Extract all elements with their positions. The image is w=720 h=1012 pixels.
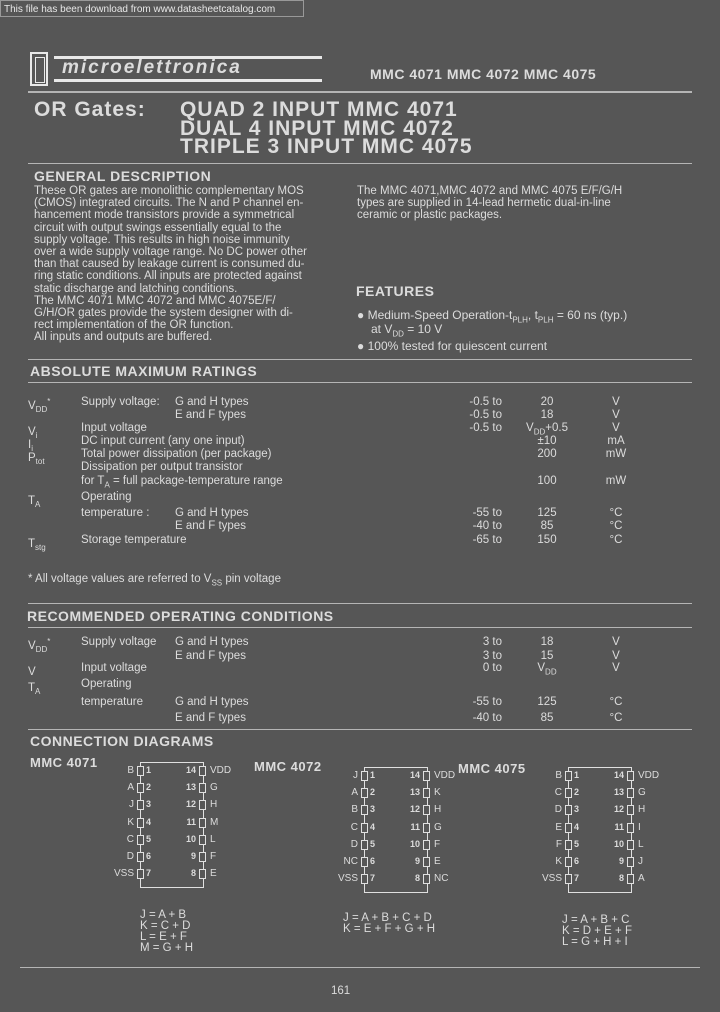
pin-label: L <box>210 833 216 845</box>
general-line: than that caused by leakage current is consumed du- <box>34 258 305 271</box>
row-min: 0 to <box>482 662 502 674</box>
ic-pin-right <box>199 869 206 879</box>
general-line: supply voltage. This results in high noise immunity <box>34 233 290 246</box>
pin-label: F <box>434 838 441 850</box>
brand-logo <box>30 50 322 88</box>
ic-pin-left <box>565 788 572 798</box>
feature-bullet-1: ● Medium-Speed Operation-$t_{PLH}$, $t_{PLH} = 60$ ns (typ.) <box>357 308 628 325</box>
row-min: -40 to <box>472 712 502 724</box>
pin-number: 3 <box>574 804 580 815</box>
row-condition: G and H types <box>175 396 249 408</box>
pin-number: 6 <box>370 856 376 866</box>
logic-equation: J = A + B + C + D <box>343 912 432 924</box>
pin-label: F <box>210 851 217 862</box>
pin-number: 10 <box>409 838 420 849</box>
param-tail: = full package-temperature range <box>109 475 283 487</box>
row-min: -0.5 to <box>469 396 502 408</box>
pin-label: H <box>210 799 218 811</box>
symbol-sub: A <box>35 500 41 510</box>
row-parameter <box>81 662 147 674</box>
max-sub: DD <box>545 667 557 677</box>
pin-label: K <box>434 787 441 799</box>
row-parameter <box>81 534 186 546</box>
param-text: Supply voltage <box>81 636 157 648</box>
ic-pin-right <box>627 874 634 884</box>
pin-number: 14 <box>185 765 196 775</box>
param-text: DC input current (any one input) <box>81 435 245 447</box>
general-line: static discharge and latching conditions. <box>34 282 238 295</box>
row-min: -40 to <box>472 520 502 532</box>
max-text: 125 <box>537 507 557 519</box>
pin-number: 11 <box>410 821 420 832</box>
row-parameter <box>81 636 156 648</box>
chip-name-4072: MMC 4072 <box>254 759 322 774</box>
pin-number: 10 <box>185 833 196 844</box>
ic-pin-left <box>137 800 144 810</box>
pin-number: 7 <box>370 873 376 884</box>
row-unit: mW <box>605 475 627 487</box>
row-symbol <box>28 491 40 511</box>
general-heading: GENERAL DESCRIPTION <box>34 168 212 184</box>
max-text: V <box>526 422 534 434</box>
title-line-2: DUAL 4 INPUT MMC 4072 <box>180 117 454 140</box>
row-min: 3 to <box>482 650 502 662</box>
row-max <box>520 636 574 648</box>
pin-number: 10 <box>613 838 624 849</box>
ic-pin-left <box>565 840 572 850</box>
source-banner: This file has been download from www.datasheetcatalog.com <box>0 0 304 17</box>
row-condition: E and F types <box>175 650 246 662</box>
pin-number: 5 <box>370 838 376 849</box>
row-condition: E and F types <box>175 712 246 724</box>
symbol-sub: DD <box>35 645 48 655</box>
ic-pin-left <box>565 805 572 815</box>
page-number: 161 <box>331 985 351 997</box>
pin-label: H <box>638 804 646 816</box>
conn-rule-top <box>28 729 692 730</box>
amr-heading: ABSOLUTE MAXIMUM RATINGS <box>30 363 258 379</box>
ic-pin-left <box>565 857 572 867</box>
param-text: Total power dissipation (per package) <box>81 448 272 460</box>
logic-equation: K = E + F + G + H <box>343 923 436 935</box>
symbol-sub: tot <box>35 457 45 467</box>
pin-number: 1 <box>370 770 376 780</box>
symbol-sub: DD <box>35 405 48 415</box>
pin-label: B <box>127 765 134 776</box>
pin-label: K <box>555 856 562 867</box>
row-unit: °C <box>609 520 623 532</box>
bullet-icon: ● <box>357 308 365 322</box>
roc-heading: RECOMMENDED OPERATING CONDITIONS <box>27 608 334 624</box>
general-line: hancement mode transistors provide a symmetrical <box>34 209 295 222</box>
max-text: 100 <box>537 475 557 487</box>
row-parameter <box>81 396 160 408</box>
pin-label: VSS <box>113 868 134 880</box>
row-parameter <box>81 461 243 473</box>
logic-equation: L = E + F <box>140 931 187 943</box>
title-line-1: QUAD 2 INPUT MMC 4071 <box>180 98 458 121</box>
logic-equation: J = A + B <box>140 909 187 921</box>
row-parameter <box>81 678 132 690</box>
pin-label: C <box>554 787 562 799</box>
pin-label: C <box>350 821 358 833</box>
row-unit: V <box>612 422 620 434</box>
ic-pin-right <box>627 788 634 798</box>
footer-rule <box>20 967 700 968</box>
conn-heading: CONNECTION DIAGRAMS <box>30 733 214 749</box>
pin-number: 2 <box>146 782 152 793</box>
ic-pin-left <box>137 818 144 828</box>
feature-bullet-1-line2: at $V_{DD} = 10$ V <box>371 322 443 339</box>
pin-label: NC <box>434 873 449 885</box>
general-line: circuit with output swings essentially equal to the <box>34 221 282 234</box>
amr-rule-top <box>28 359 692 360</box>
ic-pin-right <box>423 823 430 833</box>
logic-equation: K = D + E + F <box>562 925 632 937</box>
general-line: ring static conditions. All inputs are protected against <box>34 270 302 283</box>
row-unit: mW <box>605 448 627 460</box>
ic-pin-right <box>199 818 206 828</box>
row-condition: G and H types <box>175 507 249 519</box>
symbol-text: I <box>28 438 32 451</box>
pin-number: 2 <box>574 787 580 798</box>
pin-number: 6 <box>574 856 580 866</box>
pin-number: 3 <box>146 799 152 810</box>
max-tail: +0.5 <box>545 422 568 434</box>
header-models: MMC 4071 MMC 4072 MMC 4075 <box>370 66 597 82</box>
logo-mark-icon <box>30 52 48 86</box>
ic-pin-left <box>361 788 368 798</box>
title-prefix: OR Gates: <box>34 98 146 121</box>
pin-label: B <box>351 804 358 816</box>
symbol-text: V <box>28 639 36 652</box>
row-condition: G and H types <box>175 636 249 648</box>
symbol-text: T <box>28 681 36 694</box>
pin-label: G <box>638 787 646 799</box>
row-condition: E and F types <box>175 520 246 532</box>
ic-pin-right <box>199 800 206 810</box>
pin-label: VDD <box>210 765 232 776</box>
ic-pin-left <box>137 835 144 845</box>
ic-pin-left <box>361 823 368 833</box>
max-text: 20 <box>540 396 554 408</box>
row-unit: °C <box>609 534 623 546</box>
pin-label: D <box>350 838 358 850</box>
roc-rule-bottom <box>28 627 692 628</box>
pin-number: 8 <box>618 873 624 884</box>
ic-pin-right <box>199 783 206 793</box>
logic-equation: K = C + D <box>140 920 191 932</box>
pin-number: 5 <box>574 838 580 849</box>
row-parameter <box>81 696 143 708</box>
param-text: for T <box>81 475 105 487</box>
pin-number: 7 <box>146 868 152 879</box>
ic-pin-right <box>627 805 634 815</box>
features-heading: FEATURES <box>356 283 435 299</box>
pin-number: 11 <box>186 816 196 827</box>
symbol-text: T <box>28 494 36 507</box>
ic-pin-left <box>137 783 144 793</box>
pin-number: 1 <box>574 770 580 780</box>
symbol-text: T <box>28 537 36 550</box>
pin-label: I <box>638 821 641 833</box>
pin-number: 13 <box>613 787 624 798</box>
row-parameter <box>81 475 283 491</box>
ic-pin-left <box>565 874 572 884</box>
ic-pin-right <box>423 771 430 781</box>
ic-pin-right <box>627 840 634 850</box>
amr-note: * All voltage values are referred to $V_{SS}$ pin voltage <box>28 573 281 588</box>
pin-label: J <box>638 856 643 867</box>
row-min: -55 to <box>472 696 502 708</box>
max-text: 18 <box>540 409 554 421</box>
row-max <box>520 520 574 532</box>
param-text: Input voltage <box>81 422 147 434</box>
pin-label: B <box>555 770 562 781</box>
ic-pin-left <box>361 771 368 781</box>
ic-pin-right <box>199 835 206 845</box>
row-parameter <box>81 491 132 503</box>
param-text: Input voltage <box>81 662 147 674</box>
ic-pin-right <box>199 766 206 776</box>
pin-number: 9 <box>190 851 196 861</box>
ic-pin-right <box>627 771 634 781</box>
row-unit: V <box>612 650 620 662</box>
pin-label: VSS <box>541 873 562 885</box>
ic-pin-right <box>627 823 634 833</box>
ic-pin-right <box>627 857 634 867</box>
max-text: 15 <box>540 650 554 662</box>
symbol-sub: i <box>35 431 38 441</box>
param-text: temperature <box>81 696 144 708</box>
row-max <box>520 409 574 421</box>
row-max <box>520 696 574 708</box>
pin-label: A <box>351 787 358 799</box>
row-symbol <box>28 534 46 554</box>
general-line: G/H/OR gates provide the system designer with di- <box>34 307 293 319</box>
general-right-line: ceramic or plastic packages. <box>357 209 503 221</box>
pin-label: F <box>555 838 562 850</box>
pin-number: 2 <box>370 787 376 798</box>
pin-label: D <box>554 804 562 816</box>
ic-pin-right <box>423 788 430 798</box>
pin-number: 4 <box>574 821 580 832</box>
general-line: over a wide supply voltage range. No DC power other <box>34 246 307 258</box>
pin-label: E <box>434 856 441 867</box>
amr-rule-bottom <box>28 382 692 383</box>
ic-pin-right <box>199 852 206 862</box>
row-min: -0.5 to <box>469 409 502 421</box>
row-max <box>520 662 574 678</box>
param-text: temperature : <box>81 507 150 519</box>
param-text: Dissipation per output transistor <box>81 461 243 473</box>
row-min: -55 to <box>472 507 502 519</box>
row-symbol <box>28 396 50 416</box>
pin-number: 12 <box>613 804 624 815</box>
pin-label: L <box>638 838 644 850</box>
row-unit: °C <box>609 507 623 519</box>
max-text: V <box>537 662 546 674</box>
row-max <box>520 534 574 546</box>
row-min: 3 to <box>482 636 502 648</box>
row-max <box>520 396 574 408</box>
row-unit: V <box>612 636 620 648</box>
row-unit: V <box>612 662 620 674</box>
max-text: ±10 <box>537 435 557 447</box>
row-parameter <box>81 507 149 519</box>
max-sub: DD <box>533 427 546 437</box>
pin-label: C <box>126 833 134 845</box>
max-text: 85 <box>540 712 554 724</box>
param-text: Operating <box>81 491 132 503</box>
max-text: 200 <box>537 448 557 460</box>
param-text: Supply voltage: <box>81 396 160 408</box>
row-parameter <box>81 435 245 447</box>
pin-number: 11 <box>614 821 624 832</box>
row-min: -65 to <box>472 534 502 546</box>
pin-number: 4 <box>146 816 152 827</box>
max-text: 18 <box>540 636 554 648</box>
symbol-text: V <box>28 399 36 412</box>
pin-number: 8 <box>414 873 420 884</box>
ic-pin-left <box>361 840 368 850</box>
param-text: Operating <box>81 678 132 690</box>
ic-pin-right <box>423 857 430 867</box>
general-line: (CMOS) integrated circuits. The N and P channel en- <box>34 197 304 210</box>
pin-label: K <box>127 816 134 828</box>
pin-label: A <box>638 873 645 885</box>
symbol-sup: * <box>47 637 51 646</box>
title-line-3: TRIPLE 3 INPUT MMC 4075 <box>180 135 473 158</box>
pin-number: 8 <box>190 868 196 879</box>
symbol-sub: A <box>35 687 41 697</box>
ic-pin-right <box>423 874 430 884</box>
pin-number: 1 <box>146 765 152 775</box>
pin-number: 7 <box>574 873 580 884</box>
logic-equation: M = G + H <box>140 942 194 954</box>
logic-equation: L = G + H + I <box>562 936 628 948</box>
max-text: 125 <box>537 696 557 708</box>
logic-equation: J = A + B + C <box>562 914 630 926</box>
pin-number: 14 <box>409 770 420 780</box>
param-sub: A <box>104 480 110 490</box>
row-parameter <box>81 422 147 434</box>
pin-label: NC <box>343 856 358 867</box>
pin-label: H <box>434 804 442 816</box>
max-text: 85 <box>540 520 554 532</box>
symbol-sub: i <box>31 444 33 454</box>
general-right-line: types are supplied in 14-lead hermetic dual-in-line <box>357 197 611 209</box>
chip-name-4075: MMC 4075 <box>458 761 526 776</box>
row-condition: E and F types <box>175 409 246 421</box>
chip-name-4071: MMC 4071 <box>30 755 98 770</box>
ic-pin-left <box>137 766 144 776</box>
symbol-text: V <box>28 665 36 678</box>
pin-label: A <box>127 782 134 794</box>
pin-label: E <box>210 868 217 880</box>
row-unit: °C <box>609 696 623 708</box>
row-min: -0.5 to <box>469 422 502 434</box>
row-unit: V <box>612 409 620 421</box>
general-right-line: The MMC 4071,MMC 4072 and MMC 4075 E/F/G/H <box>357 185 623 197</box>
row-symbol <box>28 448 45 468</box>
row-unit: V <box>612 396 620 408</box>
symbol-sup: * <box>47 397 51 406</box>
ic-pin-left <box>565 823 572 833</box>
pin-number: 14 <box>613 770 624 780</box>
general-line: All inputs and outputs are buffered. <box>34 331 213 344</box>
symbol-sub: stg <box>35 543 46 553</box>
row-max <box>520 650 574 662</box>
row-max <box>520 712 574 724</box>
row-max <box>520 448 574 460</box>
general-line: The MMC 4071 MMC 4072 and MMC 4075E/F/ <box>34 294 276 307</box>
row-max <box>520 435 574 447</box>
pin-number: 12 <box>185 799 196 810</box>
pin-number: 9 <box>618 856 624 866</box>
ic-pin-left <box>361 857 368 867</box>
pin-label: M <box>210 816 219 828</box>
pin-label: E <box>555 821 562 833</box>
pin-number: 5 <box>146 833 152 844</box>
brand-name: microelettronica <box>62 57 242 78</box>
symbol-text: P <box>28 451 36 464</box>
symbol-text: V <box>28 425 36 438</box>
feature-bullet-2: ● 100% tested for quiescent current <box>357 339 548 353</box>
pin-number: 3 <box>370 804 376 815</box>
ic-pin-left <box>565 771 572 781</box>
pin-number: 9 <box>414 856 420 866</box>
pin-label: G <box>210 782 218 794</box>
max-text: 150 <box>537 534 557 546</box>
title-rule <box>28 163 692 164</box>
pin-number: 6 <box>146 851 152 861</box>
pin-label: VDD <box>434 770 456 781</box>
pin-number: 4 <box>370 821 376 832</box>
row-unit: mA <box>607 435 625 447</box>
pin-number: 13 <box>185 782 196 793</box>
pin-number: 12 <box>409 804 420 815</box>
row-max <box>520 507 574 519</box>
param-text: Storage temperature <box>81 534 187 546</box>
pin-label: J <box>129 799 134 811</box>
ic-pin-right <box>423 805 430 815</box>
pin-label: VDD <box>638 770 660 781</box>
general-line: These OR gates are monolithic complementary MOS <box>34 185 304 197</box>
general-line: rect implementation of the OR function. <box>34 319 234 332</box>
ic-pin-left <box>361 805 368 815</box>
row-max <box>520 475 574 487</box>
row-condition: G and H types <box>175 696 249 708</box>
ic-pin-left <box>137 852 144 862</box>
pin-label: D <box>126 851 134 862</box>
roc-rule-top <box>28 603 692 604</box>
row-parameter <box>81 448 272 460</box>
row-symbol <box>28 678 40 698</box>
pin-label: J <box>353 770 358 781</box>
ic-pin-right <box>423 840 430 850</box>
pin-number: 13 <box>409 787 420 798</box>
ic-pin-left <box>361 874 368 884</box>
bullet-icon: ● <box>357 339 365 353</box>
row-unit: °C <box>609 712 623 724</box>
top-rule <box>28 91 692 93</box>
pin-label: VSS <box>337 873 358 885</box>
row-symbol <box>28 636 50 656</box>
pin-label: G <box>434 821 442 833</box>
ic-pin-left <box>137 869 144 879</box>
